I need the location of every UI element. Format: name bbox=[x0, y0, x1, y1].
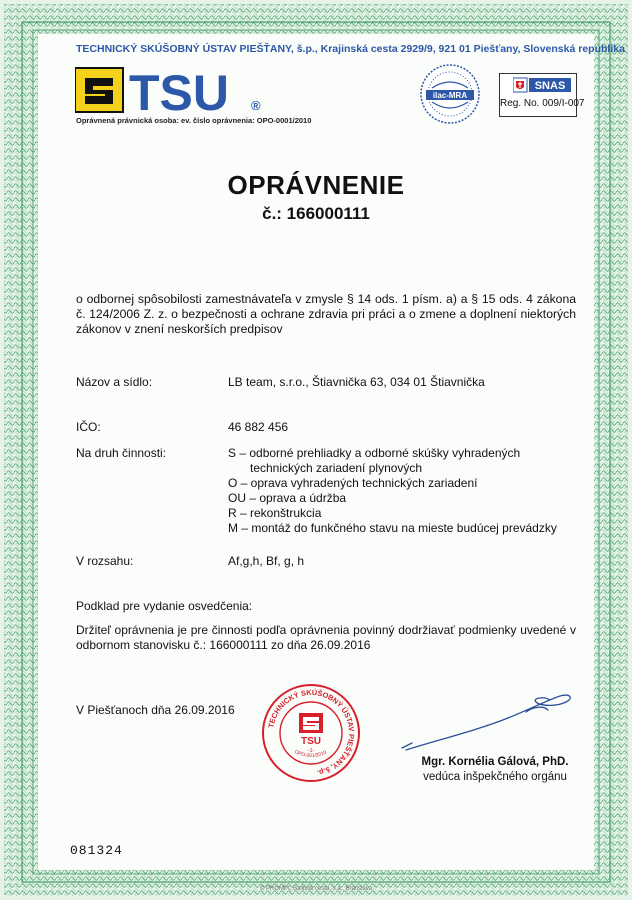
organization-line: TECHNICKÝ SKÚŠOBNÝ ÚSTAV PIEŠŤANY, š.p., Krajinská cesta 2929/9, 921 01 Piešťany, Slovenská republika bbox=[76, 43, 625, 55]
ico-label: IČO: bbox=[76, 420, 101, 434]
activity-item-text: S – odborné prehliadky a odborné skúšky vyhradených bbox=[228, 446, 521, 460]
activity-list bbox=[228, 446, 557, 536]
basis-paragraph: Držiteľ oprávnenia je pre činnosti podľa oprávnenia povinný dodržiavať podmienky uvedené v odbornom stanovisku č.: 166000111 zo dňa 26.09.2016 bbox=[76, 623, 576, 652]
snas-registration-number: Reg. No. 009/I-007 bbox=[500, 98, 585, 109]
snas-accreditation-box bbox=[499, 73, 585, 117]
activity-item: R – rekonštrukcia bbox=[228, 506, 322, 520]
ilac-mra-logo bbox=[418, 62, 482, 126]
activity-item-continuation: technických zariadení plynových bbox=[250, 461, 423, 475]
activity-item: M – montáž do funkčného stavu na mieste budúcej prevádzky bbox=[228, 521, 557, 535]
activity-label: Na druh činnosti: bbox=[76, 446, 167, 460]
document-title: OPRÁVNENIE bbox=[227, 170, 405, 200]
place-and-date: V Piešťanoch dňa 26.09.2016 bbox=[76, 703, 235, 717]
activity-item: O – oprava vyhradených technických zariadení bbox=[228, 476, 478, 490]
legal-entity-line: Oprávnená právnická osoba: ev. číslo oprávnenia: OPO-0001/2010 bbox=[76, 116, 312, 125]
signer-name: Mgr. Kornélia Gálová, PhD. bbox=[421, 756, 569, 768]
handwritten-signature bbox=[398, 688, 578, 754]
stamp-ring-text: TECHNICKÝ SKÚŠOBNÝ ÚSTAV PIEŠŤANY, š.p. bbox=[266, 687, 357, 778]
name-label: Názov a sídlo: bbox=[76, 375, 153, 389]
signer-role: vedúca inšpekčného orgánu bbox=[423, 771, 567, 783]
document-number: č.: 166000111 bbox=[262, 204, 370, 223]
tsu-logo bbox=[75, 66, 275, 116]
serial-number: 081324 bbox=[70, 843, 123, 858]
basis-title: Podklad pre vydanie osvedčenia: bbox=[76, 599, 253, 613]
activity-item bbox=[228, 446, 557, 476]
scope-label: V rozsahu: bbox=[76, 554, 134, 568]
intro-paragraph: o odbornej spôsobilosti zamestnávateľa v zmysle § 14 ods. 1 písm. a) a § 15 ods. 4 zákona č. 124/2006 Z. z. o bezpečnosti a ochrane zdravia pri práci a o zmene a doplnení niektorých zákonov v znení neskorších predpisov bbox=[76, 292, 576, 336]
logo-text: TSU bbox=[129, 66, 229, 116]
stamp-center-sub: -1- bbox=[307, 748, 315, 754]
ilac-label: ilac-MRA bbox=[432, 91, 468, 100]
snas-logo bbox=[513, 77, 571, 93]
stamp-bottom-text: OPO-001/2010 bbox=[293, 749, 328, 760]
activity-item: OU – oprava a údržba bbox=[228, 491, 347, 505]
printer-imprint: © PROMPt, Ballistik cesta, s.a., Bratislava bbox=[259, 886, 373, 892]
scope-value: Af,g,h, Bf, g, h bbox=[228, 554, 305, 568]
ico-value: 46 882 456 bbox=[228, 420, 289, 434]
name-value: LB team, s.r.o., Štiavnička 63, 034 01 Štiavnička bbox=[228, 375, 485, 389]
snas-label: SNAS bbox=[534, 80, 566, 92]
official-stamp bbox=[261, 683, 361, 783]
logo-registered-mark: ® bbox=[251, 98, 261, 113]
stamp-center-text: TSU bbox=[301, 736, 321, 747]
